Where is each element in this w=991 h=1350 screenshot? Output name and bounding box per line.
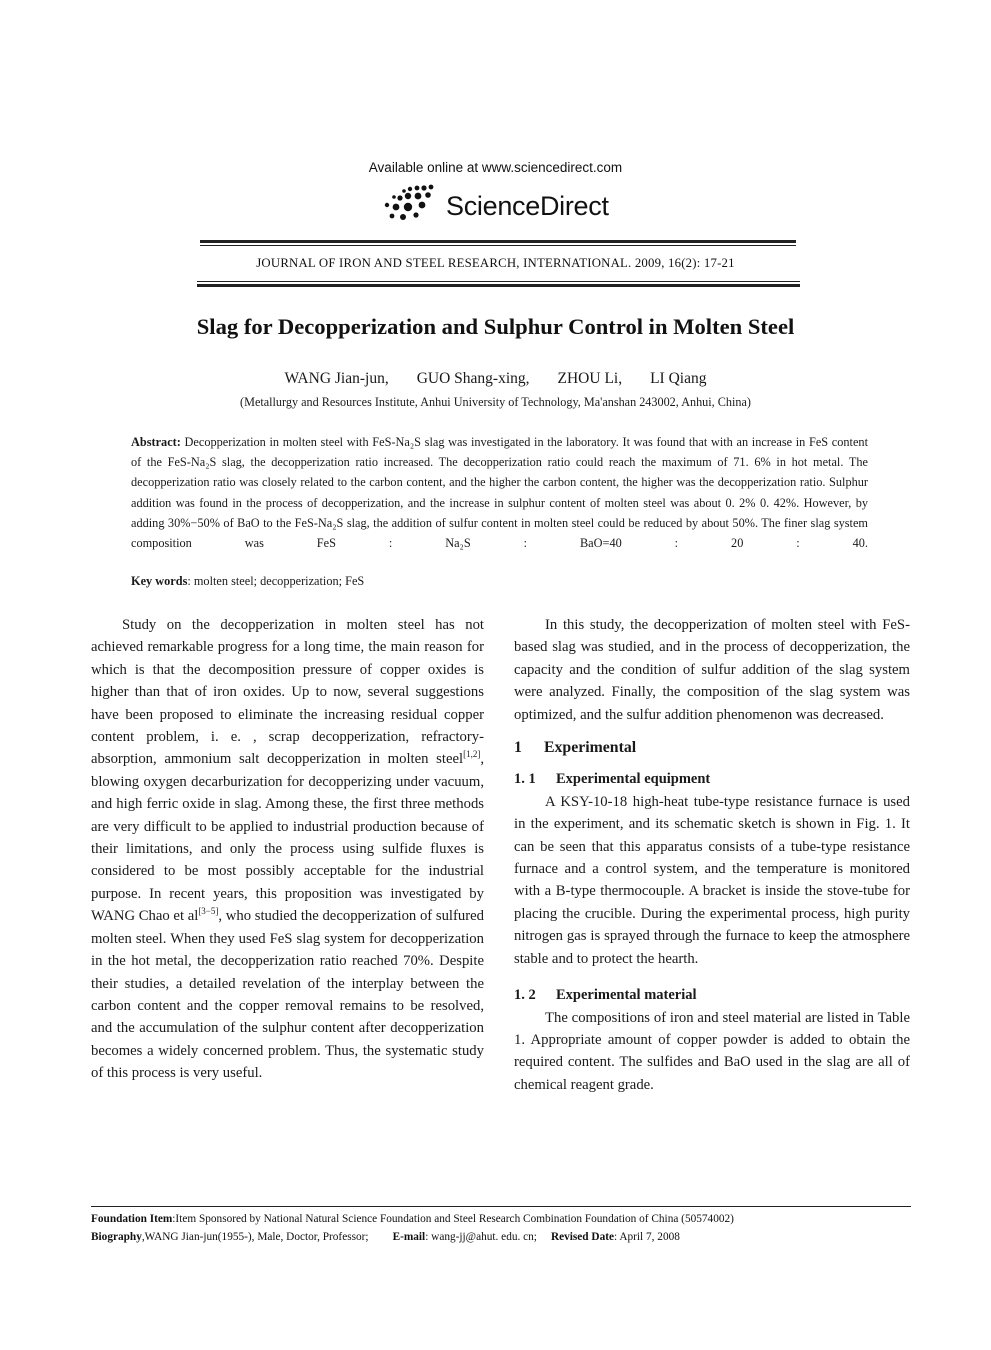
sciencedirect-wordmark: ScienceDirect bbox=[446, 190, 609, 221]
keywords-text: : molten steel; decopperization; FeS bbox=[187, 574, 365, 588]
author-name: GUO Shang-xing, bbox=[416, 370, 530, 387]
available-online-line: Available online at www.sciencedirect.com bbox=[368, 160, 623, 175]
paragraph-text: Study on the decopperization in molten steel has not achieved remarkable progress for a long time, the main reason for which is that the decomposition pressure of copper oxides is higher than that of iron oxides. Up to now, several suggestions have been proposed to eliminate the increasing residual copper content problem, i. e. , scrap decopperization, refractory-absorption, ammonium salt decopperization in molten steel bbox=[91, 617, 484, 768]
subsection-title: Experimental material bbox=[556, 987, 697, 1004]
email-text: : wang-jj@ahut. edu. cn; bbox=[425, 1231, 537, 1243]
footnote-rule bbox=[91, 1206, 911, 1207]
subsection-number: 1. 2 bbox=[514, 987, 536, 1004]
biography-text: ,WANG Jian-jun(1955-), Male, Doctor, Professor; bbox=[141, 1231, 369, 1243]
subsection-heading bbox=[514, 984, 910, 1006]
section-title: Experimental bbox=[544, 739, 637, 757]
header-rule-bottom-thin bbox=[197, 281, 800, 282]
paragraph-text: , who studied the decopperization of sulfured molten steel. When they used FeS slag system for decopperization in the hot metal, the decopperization ratio reached 70%. Despite their studies, a detailed revelation of the interplay between the carbon content and the copper removal remains to be resolved, and the accumulation of the sulphur content after decopperization becomes a widely concerned problem. Thus, the systematic study of this process is very useful. bbox=[91, 908, 484, 1082]
biography-footnote bbox=[91, 1231, 911, 1243]
author-name: WANG Jian-jun, bbox=[284, 370, 389, 387]
revised-date-text: : April 7, 2008 bbox=[614, 1231, 680, 1243]
revised-date-label: Revised Date bbox=[550, 1231, 614, 1243]
keywords-label: Key words bbox=[131, 574, 188, 588]
citation-ref: [3−5] bbox=[198, 906, 219, 917]
email-label: E-mail bbox=[392, 1231, 426, 1243]
material-paragraph: The compositions of iron and steel material are listed in Table 1. Appropriate amount of copper powder is added to obtain the required content. The sulfides and BaO used in the slag are all of chemical reagent grade. bbox=[514, 1009, 910, 1093]
author-name: ZHOU Li, bbox=[557, 370, 623, 387]
citation-ref: [1,2] bbox=[463, 749, 481, 760]
abstract bbox=[131, 432, 868, 553]
foundation-text: :Item Sponsored by National Natural Science Foundation and Steel Research Combination Foundation of China (50574002) bbox=[172, 1213, 734, 1225]
header-rule-bottom bbox=[197, 284, 800, 287]
foundation-footnote bbox=[91, 1213, 911, 1225]
author-list bbox=[0, 370, 991, 388]
sciencedirect-logo-icon bbox=[378, 183, 440, 223]
section-heading bbox=[514, 737, 910, 759]
affiliation: (Metallurgy and Resources Institute, Anhui University of Technology, Ma'anshan 243002, Anhui, China) bbox=[240, 395, 751, 409]
sciencedirect-logo bbox=[378, 180, 609, 226]
abstract-label: Abstract: bbox=[131, 435, 181, 449]
keywords bbox=[131, 574, 364, 589]
introduction-paragraph bbox=[91, 614, 484, 1085]
study-paragraph: In this study, the decopperization of molten steel with FeS-based slag was studied, and in the process of decopperization, the capacity and the condition of sulfur addition of the slag system were analyzed. Finally, the composition of the slag system was optimized, and the sulfur addition phenomenon was decreased. bbox=[514, 617, 910, 723]
equipment-paragraph: A KSY-10-18 high-heat tube-type resistance furnace is used in the experiment, and its schematic sketch is shown in Fig. 1. It can be seen that this apparatus consists of a tube-type resistance furnace and a control system, and the temperature is monitored with a B-type thermocouple. A bracket is inside the stove-tube for placing the crucible. During the experimental process, high purity nitrogen gas is sprayed through the furnace to keep the atmosphere stable and to protect the hearth. bbox=[514, 793, 910, 967]
abstract-text: Decopperization in molten steel with FeS-Na₂S slag was investigated in the laboratory. It was found that with an increase in FeS content of the FeS-Na₂S slag, the decopperization ratio increased. The decopperization ratio could reach the maximum of 71. 6% in hot metal. The decopperization ratio was closely related to the carbon content, and the higher the carbon content, the higher was the decopperization ratio. Sulphur addition was found in the process of decopperization, and the increase in sulphur content of molten steel was about 0. 2% 0. 42%. However, by adding 30%−50% of BaO to the FeS-Na₂S slag, the addition of sulfur content in molten steel could be reduced by about 50%. The finer slag system composition was FeS : Na₂S : BaO=40 : 20 : 40. bbox=[131, 435, 868, 551]
subsection-number: 1. 1 bbox=[514, 771, 536, 788]
section-number: 1 bbox=[514, 739, 522, 757]
header-rule-top bbox=[200, 240, 796, 243]
paragraph-text: , blowing oxygen decarburization for decopperizing under vacuum, and high ferric oxide in slag. Among these, the first three methods are very difficult to be applied to industrial production because of their limitations, and only the process using sulfide fluxes is considered to be most possibly acceptable for the industrial purpose. In recent years, this proposition was investigated by WANG Chao et al bbox=[91, 751, 484, 925]
body-right-column bbox=[514, 614, 910, 1096]
subsection-title: Experimental equipment bbox=[556, 771, 711, 788]
foundation-label: Foundation Item bbox=[91, 1213, 173, 1225]
subsection-heading bbox=[514, 768, 910, 790]
body-left-column bbox=[91, 614, 484, 1085]
header-rule-top-thin bbox=[200, 245, 796, 246]
journal-citation: JOURNAL OF IRON AND STEEL RESEARCH, INTERNATIONAL. 2009, 16(2): 17-21 bbox=[256, 256, 735, 270]
author-name: LI Qiang bbox=[650, 370, 707, 387]
biography-label: Biography bbox=[91, 1231, 142, 1243]
article-title: Slag for Decopperization and Sulphur Control in Molten Steel bbox=[196, 314, 795, 339]
